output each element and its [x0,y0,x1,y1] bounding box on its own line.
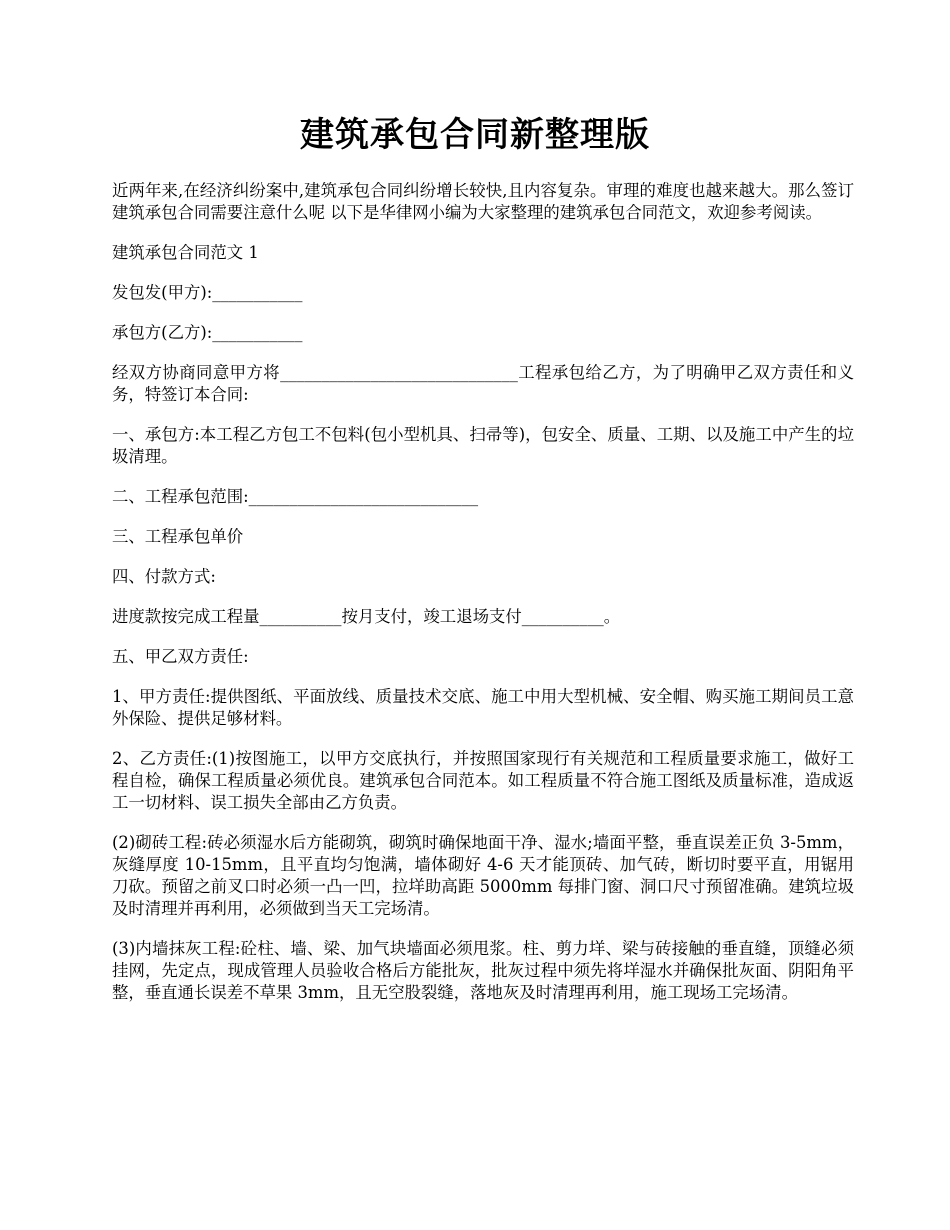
document-body [112,180,854,1022]
paragraph-agreement: 经双方协商同意甲方将_____________________________工程承包给乙方，为了明确甲乙双方责任和义务，特签订本合同: [112,363,854,404]
paragraph-clause-5: 五、甲乙双方责任: [112,647,249,666]
paragraph-payment: 进度款按完成工程量__________按月支付，竣工退场支付__________。 [112,607,621,626]
paragraph-clause-2: 二、工程承包范围:____________________________ [112,487,479,506]
paragraph-clause-4: 四、付款方式: [112,567,216,586]
paragraph-party-a-duty: 1、甲方责任:提供图纸、平面放线、质量技术交底、施工中用大型机械、安全帽、购买施工期间员工意外保险、提供足够材料。 [112,687,854,728]
paragraph-clause-3: 三、工程承包单价 [112,527,244,546]
paragraph-party-b: 承包方(乙方):___________ [112,323,303,342]
paragraph-intro: 近两年来,在经济纠纷案中,建筑承包合同纠纷增长较快,且内容复杂。审理的难度也越来越大。那么签订建筑承包合同需要注意什么呢 以下是华律网小编为大家整理的建筑承包合同范文，欢迎参考阅读。 [112,181,854,222]
paragraph-party-b-duty: 2、乙方责任:(1)按图施工，以甲方交底执行，并按照国家现行有关规范和工程质量要求施工，做好工程自检，确保工程质量必须优良。建筑承包合同范本。如工程质量不符合施工图纸及质量标准，造成返工一切材料、误工损失全部由乙方负责。 [112,749,854,812]
paragraph-party-a: 发包发(甲方):___________ [112,283,303,302]
paragraph-plastering: (3)内墙抹灰工程:砼柱、墙、梁、加气块墙面必须甩浆。柱、剪力垟、梁与砖接触的垂直缝，顶缝必须挂网，先定点，现成管理人员验收合格后方能批灰，批灰过程中须先将垟湿水并确保批灰面、阴阳角平整，垂直通长误差不草果 3mm，且无空股裂缝，落地灰及时清理再利用，施工现场工完场清。 [112,939,854,1002]
paragraph-masonry: (2)砌砖工程:砖必须湿水后方能砌筑，砌筑时确保地面干净、湿水;墙面平整，垂直误差正负 3-5mm，灰缝厚度 10-15mm，且平直均匀饱满，墙体砌好 4-6 天才能顶砖、加气砖，断切时要平直，用锯用刀砍。预留之前叉口时必须一凸一凹，拉垟助高距 5000mm 每排门窗、洞口尺寸预留准确。建筑垃圾及时清理并再利用，必须做到当天工完场清。 [112,833,854,918]
paragraph-clause-1: 一、承包方:本工程乙方包工不包料(包小型机具、扫帚等)，包安全、质量、工期、以及施工中产生的垃圾清理。 [112,425,854,466]
paragraph-section-heading: 建筑承包合同范文 1 [112,243,259,262]
document-title: 建筑承包合同新整理版 [300,115,650,155]
